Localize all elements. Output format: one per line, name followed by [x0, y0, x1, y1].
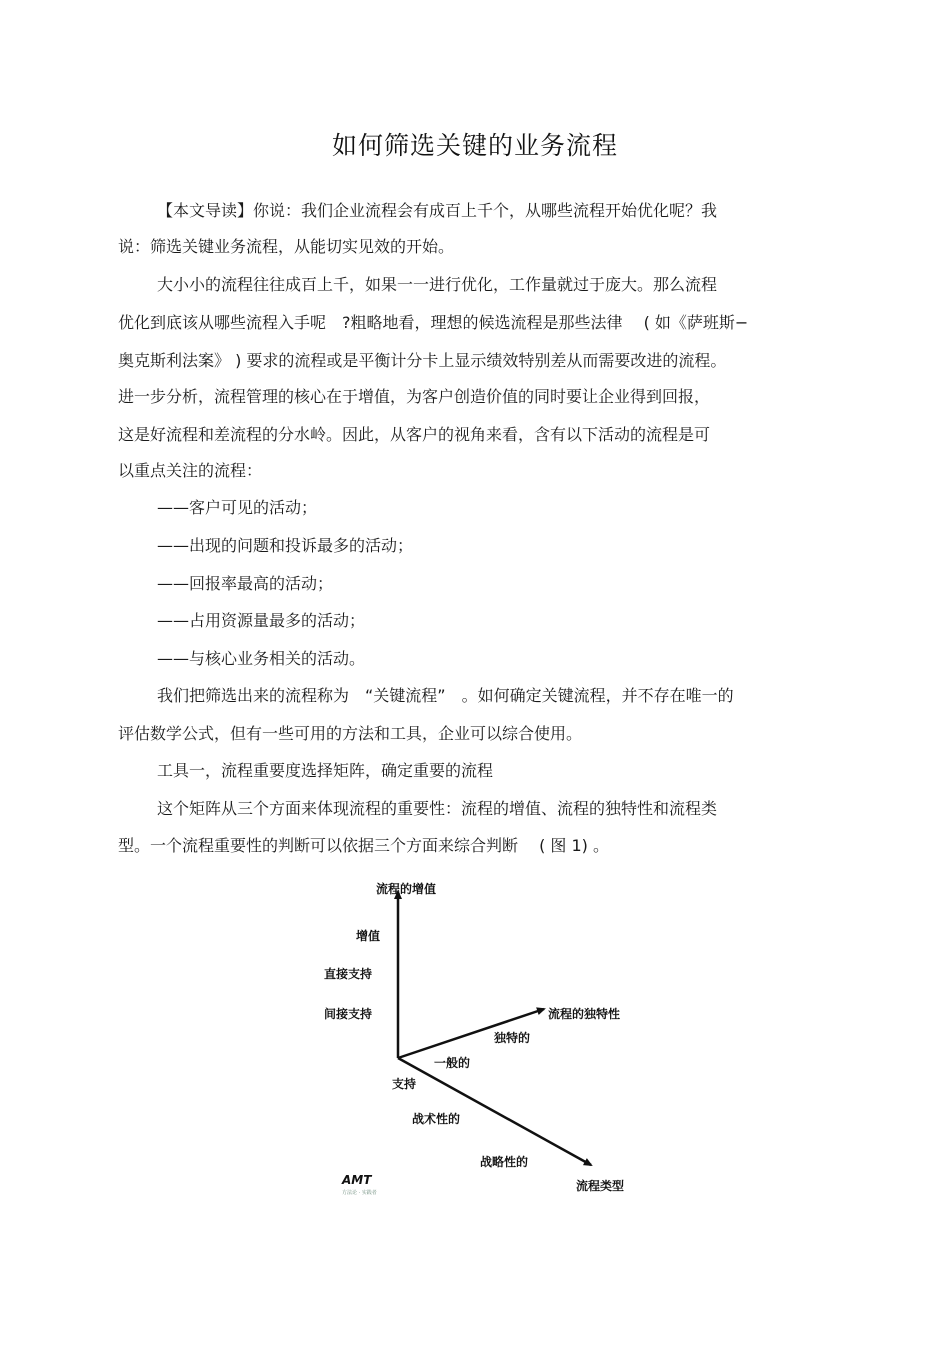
- paragraph-line: 型。一个流程重要性的判断可以依据三个方面来综合判断 ( 图 1) 。: [118, 836, 610, 855]
- paragraph-line: 评估数学公式，但有一些可用的方法和工具，企业可以综合使用。: [118, 724, 583, 743]
- type-level-label: 支持: [392, 1077, 417, 1091]
- list-item: ——占用资源量最多的活动；: [157, 611, 366, 630]
- paragraph-line: 这个矩阵从三个方面来体现流程的重要性：流程的增值、流程的独特性和流程类: [157, 799, 718, 818]
- value-level-label: 增值: [356, 929, 381, 943]
- amt-logo: [341, 1173, 377, 1196]
- paragraph-line: 以重点关注的流程：: [118, 461, 263, 480]
- list-item: ——客户可见的活动；: [157, 498, 318, 517]
- uniqueness-level-label: 独特的: [494, 1031, 531, 1045]
- type-level-label: 战略性的: [480, 1155, 529, 1169]
- uniqueness-level-label: 一般的: [434, 1056, 471, 1070]
- page-title: 如何筛选关键的业务流程: [331, 131, 618, 160]
- process-importance-matrix-figure: [300, 868, 660, 1208]
- type-level-label: 战术性的: [412, 1112, 461, 1126]
- paragraph-line: 我们把筛选出来的流程称为 “关键流程” 。如何确定关键流程，并不存在唯一的: [157, 686, 734, 705]
- paragraph-line: 工具一，流程重要度选择矩阵，确定重要的流程: [157, 761, 494, 780]
- paragraph-line: 奥克斯利法案》 ) 要求的流程或是平衡计分卡上显示绩效特别差从而需要改进的流程。: [118, 351, 727, 370]
- uniqueness-axis-label: 流程的独特性: [548, 1007, 621, 1021]
- type-axis-label: 流程类型: [576, 1179, 625, 1193]
- paragraph-line: 优化到底该从哪些流程入手呢 ?粗略地看，理想的候选流程是那些法律 ( 如《萨班斯−: [118, 313, 749, 332]
- value-level-label: 直接支持: [324, 967, 373, 981]
- list-item: ——与核心业务相关的活动。: [157, 649, 366, 668]
- paragraph-line: 大小小的流程往往成百上千，如果一一进行优化，工作量就过于庞大。那么流程: [157, 275, 718, 294]
- paragraph-line: 说：筛选关键业务流程，从能切实见效的开始。: [118, 237, 455, 256]
- paragraph-line: 进一步分析，流程管理的核心在于增值，为客户创造价值的同时要让企业得到回报，: [118, 387, 711, 406]
- paragraph-line: 【本文导读】你说：我们企业流程会有成百上千个，从哪些流程开始优化呢？我: [157, 201, 718, 220]
- list-item: ——回报率最高的活动；: [157, 574, 334, 593]
- value-level-label: 间接支持: [324, 1007, 373, 1021]
- svg-text:AMT: AMT: [342, 1173, 372, 1187]
- svg-text:方法论 · 实践者: 方法论 · 实践者: [342, 1190, 377, 1196]
- paragraph-line: 这是好流程和差流程的分水岭。因此，从客户的视角来看，含有以下活动的流程是可: [118, 425, 711, 444]
- list-item: ——出现的问题和投诉最多的活动；: [157, 536, 414, 555]
- value-axis-label: 流程的增值: [376, 882, 437, 896]
